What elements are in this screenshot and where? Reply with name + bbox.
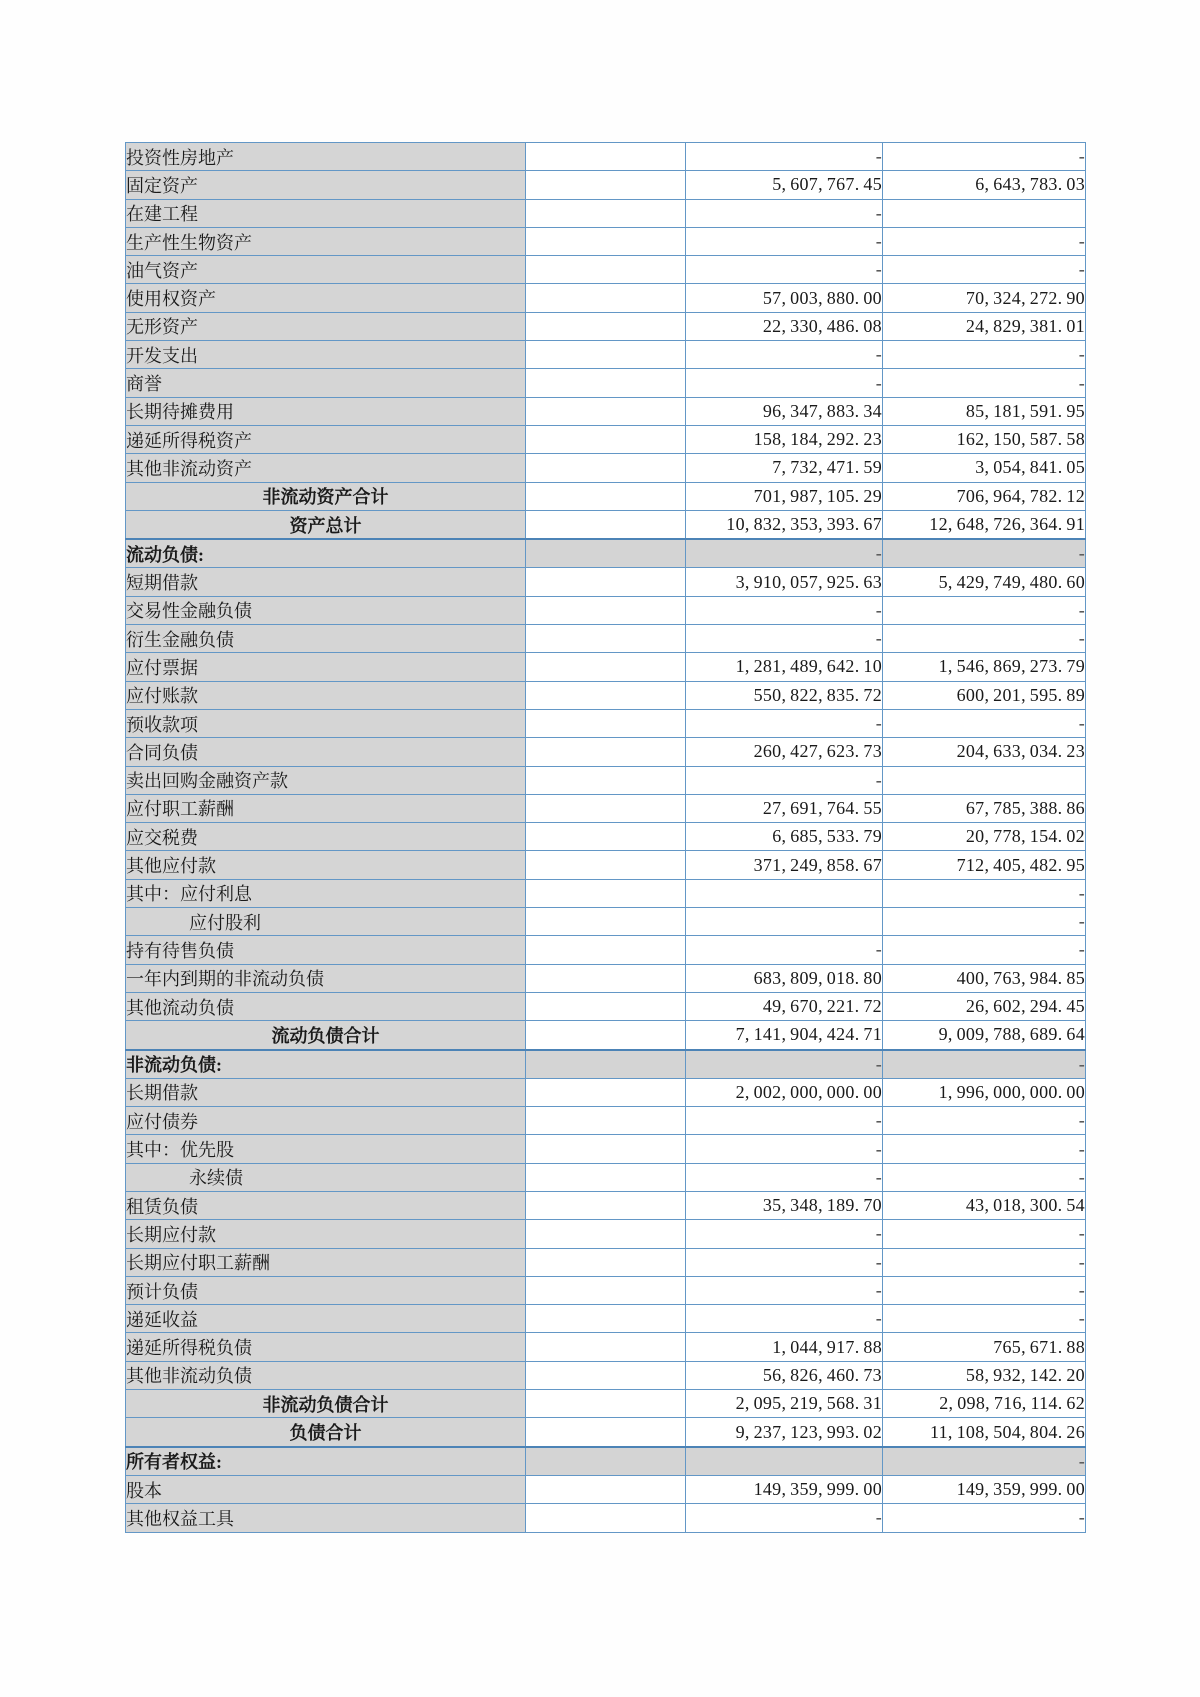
amount-current-cell: - bbox=[686, 1163, 883, 1191]
note-cell bbox=[526, 596, 686, 624]
amount-prior-cell: - bbox=[883, 1220, 1086, 1248]
note-cell bbox=[526, 1305, 686, 1333]
amount-prior-cell: 712, 405, 482. 95 bbox=[883, 851, 1086, 879]
note-cell bbox=[526, 653, 686, 681]
amount-current-cell: 3, 910, 057, 925. 63 bbox=[686, 568, 883, 596]
note-cell bbox=[526, 1333, 686, 1361]
table-row bbox=[126, 1220, 1086, 1248]
amount-prior-cell: 204, 633, 034. 23 bbox=[883, 738, 1086, 766]
amount-prior-cell: 24, 829, 381. 01 bbox=[883, 312, 1086, 340]
note-cell bbox=[526, 1390, 686, 1418]
item-label-cell: 永续债 bbox=[126, 1163, 526, 1191]
item-label-cell: 商誉 bbox=[126, 369, 526, 397]
amount-prior-cell: - bbox=[883, 143, 1086, 171]
amount-current-cell: - bbox=[686, 256, 883, 284]
amount-current-cell: 35, 348, 189. 70 bbox=[686, 1191, 883, 1219]
item-label-cell: 长期应付职工薪酬 bbox=[126, 1248, 526, 1276]
item-label-cell: 应付债券 bbox=[126, 1107, 526, 1135]
item-label-cell: 卖出回购金融资产款 bbox=[126, 766, 526, 794]
amount-prior-cell: - bbox=[883, 1305, 1086, 1333]
table-row bbox=[126, 936, 1086, 964]
amount-prior-cell: - bbox=[883, 1163, 1086, 1191]
item-label-cell: 其他非流动负债 bbox=[126, 1361, 526, 1389]
note-cell bbox=[526, 1276, 686, 1304]
note-cell bbox=[526, 1504, 686, 1532]
table-row bbox=[126, 284, 1086, 312]
table-row bbox=[126, 1361, 1086, 1389]
amount-prior-cell: 1, 996, 000, 000. 00 bbox=[883, 1078, 1086, 1106]
table-row bbox=[126, 227, 1086, 255]
note-cell bbox=[526, 794, 686, 822]
note-cell bbox=[526, 1078, 686, 1106]
note-cell bbox=[526, 1107, 686, 1135]
amount-current-cell: 9, 237, 123, 993. 02 bbox=[686, 1418, 883, 1447]
amount-current-cell: 22, 330, 486. 08 bbox=[686, 312, 883, 340]
item-label-cell: 长期应付款 bbox=[126, 1220, 526, 1248]
item-label-cell: 负债合计 bbox=[126, 1418, 526, 1447]
note-cell bbox=[526, 936, 686, 964]
amount-prior-cell: 70, 324, 272. 90 bbox=[883, 284, 1086, 312]
table-row bbox=[126, 482, 1086, 510]
item-label-cell: 非流动负债: bbox=[126, 1050, 526, 1079]
item-label-cell: 流动负债: bbox=[126, 539, 526, 568]
amount-current-cell: - bbox=[686, 1107, 883, 1135]
item-label-cell: 租赁负债 bbox=[126, 1191, 526, 1219]
amount-prior-cell: 9, 009, 788, 689. 64 bbox=[883, 1021, 1086, 1050]
table-row bbox=[126, 1276, 1086, 1304]
amount-prior-cell: 85, 181, 591. 95 bbox=[883, 397, 1086, 425]
amount-current-cell: 5, 607, 767. 45 bbox=[686, 171, 883, 199]
table-row bbox=[126, 143, 1086, 171]
amount-prior-cell: - bbox=[883, 1107, 1086, 1135]
item-label-cell: 交易性金融负债 bbox=[126, 596, 526, 624]
note-cell bbox=[526, 625, 686, 653]
item-label-cell: 使用权资产 bbox=[126, 284, 526, 312]
amount-prior-cell: - bbox=[883, 539, 1086, 568]
note-cell bbox=[526, 568, 686, 596]
amount-prior-cell: - bbox=[883, 879, 1086, 907]
amount-current-cell bbox=[686, 908, 883, 936]
table-row bbox=[126, 1050, 1086, 1079]
amount-prior-cell: 149, 359, 999. 00 bbox=[883, 1475, 1086, 1503]
balance-sheet-table bbox=[125, 142, 1086, 1533]
note-cell bbox=[526, 709, 686, 737]
note-cell bbox=[526, 1475, 686, 1503]
table-row bbox=[126, 1248, 1086, 1276]
amount-prior-cell: 3, 054, 841. 05 bbox=[883, 454, 1086, 482]
item-label-cell: 应付股利 bbox=[126, 908, 526, 936]
amount-current-cell: 550, 822, 835. 72 bbox=[686, 681, 883, 709]
table-row bbox=[126, 1418, 1086, 1447]
amount-prior-cell: 1, 546, 869, 273. 79 bbox=[883, 653, 1086, 681]
table-row bbox=[126, 964, 1086, 992]
note-cell bbox=[526, 766, 686, 794]
note-cell bbox=[526, 1418, 686, 1447]
note-cell bbox=[526, 369, 686, 397]
amount-current-cell: 49, 670, 221. 72 bbox=[686, 992, 883, 1020]
table-row bbox=[126, 199, 1086, 227]
amount-current-cell: - bbox=[686, 1220, 883, 1248]
table-row bbox=[126, 851, 1086, 879]
amount-prior-cell: 2, 098, 716, 114. 62 bbox=[883, 1390, 1086, 1418]
table-row bbox=[126, 681, 1086, 709]
amount-current-cell: 683, 809, 018. 80 bbox=[686, 964, 883, 992]
amount-prior-cell: 58, 932, 142. 20 bbox=[883, 1361, 1086, 1389]
amount-current-cell: - bbox=[686, 1504, 883, 1532]
amount-prior-cell: - bbox=[883, 256, 1086, 284]
item-label-cell: 持有待售负债 bbox=[126, 936, 526, 964]
note-cell bbox=[526, 199, 686, 227]
note-cell bbox=[526, 851, 686, 879]
table-row bbox=[126, 1390, 1086, 1418]
amount-prior-cell: 20, 778, 154. 02 bbox=[883, 823, 1086, 851]
table-row bbox=[126, 1078, 1086, 1106]
item-label-cell: 其他流动负债 bbox=[126, 992, 526, 1020]
item-label-cell: 生产性生物资产 bbox=[126, 227, 526, 255]
table-row bbox=[126, 625, 1086, 653]
amount-current-cell: - bbox=[686, 1305, 883, 1333]
item-label-cell: 应付票据 bbox=[126, 653, 526, 681]
amount-prior-cell: - bbox=[883, 1276, 1086, 1304]
note-cell bbox=[526, 1163, 686, 1191]
item-label-cell: 其他权益工具 bbox=[126, 1504, 526, 1532]
note-cell bbox=[526, 482, 686, 510]
note-cell bbox=[526, 879, 686, 907]
amount-current-cell: 7, 732, 471. 59 bbox=[686, 454, 883, 482]
amount-current-cell: - bbox=[686, 1276, 883, 1304]
table-row bbox=[126, 425, 1086, 453]
item-label-cell: 所有者权益: bbox=[126, 1447, 526, 1476]
note-cell bbox=[526, 341, 686, 369]
note-cell bbox=[526, 681, 686, 709]
table-row bbox=[126, 539, 1086, 568]
table-row bbox=[126, 1135, 1086, 1163]
item-label-cell: 衍生金融负债 bbox=[126, 625, 526, 653]
amount-current-cell: 2, 002, 000, 000. 00 bbox=[686, 1078, 883, 1106]
item-label-cell: 应付账款 bbox=[126, 681, 526, 709]
amount-prior-cell: - bbox=[883, 936, 1086, 964]
note-cell bbox=[526, 1248, 686, 1276]
amount-prior-cell: 12, 648, 726, 364. 91 bbox=[883, 510, 1086, 539]
item-label-cell: 其他应付款 bbox=[126, 851, 526, 879]
amount-current-cell: - bbox=[686, 199, 883, 227]
table-row bbox=[126, 256, 1086, 284]
amount-current-cell: 27, 691, 764. 55 bbox=[686, 794, 883, 822]
amount-current-cell: - bbox=[686, 936, 883, 964]
table-row bbox=[126, 738, 1086, 766]
table-row bbox=[126, 312, 1086, 340]
amount-prior-cell bbox=[883, 766, 1086, 794]
table-row bbox=[126, 369, 1086, 397]
amount-current-cell: - bbox=[686, 709, 883, 737]
amount-prior-cell: - bbox=[883, 1135, 1086, 1163]
amount-prior-cell: 26, 602, 294. 45 bbox=[883, 992, 1086, 1020]
amount-prior-cell: - bbox=[883, 1447, 1086, 1476]
table-row bbox=[126, 171, 1086, 199]
item-label-cell: 递延所得税负债 bbox=[126, 1333, 526, 1361]
item-label-cell: 油气资产 bbox=[126, 256, 526, 284]
table-row bbox=[126, 454, 1086, 482]
table-row bbox=[126, 794, 1086, 822]
amount-current-cell bbox=[686, 879, 883, 907]
amount-current-cell: - bbox=[686, 539, 883, 568]
note-cell bbox=[526, 256, 686, 284]
amount-current-cell: 1, 281, 489, 642. 10 bbox=[686, 653, 883, 681]
table-row bbox=[126, 709, 1086, 737]
table-row bbox=[126, 596, 1086, 624]
amount-current-cell: 371, 249, 858. 67 bbox=[686, 851, 883, 879]
table-row bbox=[126, 1475, 1086, 1503]
amount-current-cell: 149, 359, 999. 00 bbox=[686, 1475, 883, 1503]
table-row bbox=[126, 992, 1086, 1020]
amount-current-cell: - bbox=[686, 1135, 883, 1163]
note-cell bbox=[526, 823, 686, 851]
amount-current-cell: 6, 685, 533. 79 bbox=[686, 823, 883, 851]
note-cell bbox=[526, 171, 686, 199]
item-label-cell: 预计负债 bbox=[126, 1276, 526, 1304]
table-row bbox=[126, 1447, 1086, 1476]
amount-prior-cell: 6, 643, 783. 03 bbox=[883, 171, 1086, 199]
note-cell bbox=[526, 1220, 686, 1248]
amount-current-cell: 260, 427, 623. 73 bbox=[686, 738, 883, 766]
amount-current-cell: 2, 095, 219, 568. 31 bbox=[686, 1390, 883, 1418]
table-row bbox=[126, 1163, 1086, 1191]
amount-prior-cell: - bbox=[883, 596, 1086, 624]
note-cell bbox=[526, 284, 686, 312]
item-label-cell: 长期借款 bbox=[126, 1078, 526, 1106]
amount-current-cell: 7, 141, 904, 424. 71 bbox=[686, 1021, 883, 1050]
item-label-cell: 一年内到期的非流动负债 bbox=[126, 964, 526, 992]
amount-current-cell: - bbox=[686, 227, 883, 255]
amount-prior-cell: - bbox=[883, 1504, 1086, 1532]
item-label-cell: 股本 bbox=[126, 1475, 526, 1503]
amount-current-cell: - bbox=[686, 766, 883, 794]
table-row bbox=[126, 766, 1086, 794]
amount-prior-cell: 400, 763, 984. 85 bbox=[883, 964, 1086, 992]
note-cell bbox=[526, 397, 686, 425]
note-cell bbox=[526, 143, 686, 171]
amount-prior-cell: 162, 150, 587. 58 bbox=[883, 425, 1086, 453]
item-label-cell: 资产总计 bbox=[126, 510, 526, 539]
note-cell bbox=[526, 425, 686, 453]
amount-current-cell: - bbox=[686, 596, 883, 624]
amount-current-cell: - bbox=[686, 625, 883, 653]
item-label-cell: 其他非流动资产 bbox=[126, 454, 526, 482]
item-label-cell: 固定资产 bbox=[126, 171, 526, 199]
item-label-cell: 投资性房地产 bbox=[126, 143, 526, 171]
amount-prior-cell: - bbox=[883, 341, 1086, 369]
table-row bbox=[126, 1305, 1086, 1333]
amount-prior-cell: 43, 018, 300. 54 bbox=[883, 1191, 1086, 1219]
item-label-cell: 短期借款 bbox=[126, 568, 526, 596]
item-label-cell: 合同负债 bbox=[126, 738, 526, 766]
amount-current-cell: 96, 347, 883. 34 bbox=[686, 397, 883, 425]
note-cell bbox=[526, 312, 686, 340]
amount-current-cell: - bbox=[686, 143, 883, 171]
item-label-cell: 应付职工薪酬 bbox=[126, 794, 526, 822]
amount-prior-cell: 765, 671. 88 bbox=[883, 1333, 1086, 1361]
amount-prior-cell: 706, 964, 782. 12 bbox=[883, 482, 1086, 510]
amount-current-cell: - bbox=[686, 341, 883, 369]
amount-current-cell: 1, 044, 917. 88 bbox=[686, 1333, 883, 1361]
amount-prior-cell: - bbox=[883, 908, 1086, 936]
table-row bbox=[126, 1021, 1086, 1050]
amount-prior-cell: - bbox=[883, 369, 1086, 397]
item-label-cell: 开发支出 bbox=[126, 341, 526, 369]
amount-current-cell: 158, 184, 292. 23 bbox=[686, 425, 883, 453]
table-row bbox=[126, 341, 1086, 369]
note-cell bbox=[526, 510, 686, 539]
note-cell bbox=[526, 539, 686, 568]
amount-current-cell: 56, 826, 460. 73 bbox=[686, 1361, 883, 1389]
amount-prior-cell: 5, 429, 749, 480. 60 bbox=[883, 568, 1086, 596]
item-label-cell: 无形资产 bbox=[126, 312, 526, 340]
amount-prior-cell: 11, 108, 504, 804. 26 bbox=[883, 1418, 1086, 1447]
item-label-cell: 其中：优先股 bbox=[126, 1135, 526, 1163]
note-cell bbox=[526, 1447, 686, 1476]
amount-current-cell: - bbox=[686, 369, 883, 397]
item-label-cell: 非流动资产合计 bbox=[126, 482, 526, 510]
table-row bbox=[126, 1191, 1086, 1219]
item-label-cell: 预收款项 bbox=[126, 709, 526, 737]
item-label-cell: 非流动负债合计 bbox=[126, 1390, 526, 1418]
note-cell bbox=[526, 227, 686, 255]
item-label-cell: 在建工程 bbox=[126, 199, 526, 227]
amount-current-cell: 10, 832, 353, 393. 67 bbox=[686, 510, 883, 539]
amount-current-cell: 701, 987, 105. 29 bbox=[686, 482, 883, 510]
item-label-cell: 递延收益 bbox=[126, 1305, 526, 1333]
table-row bbox=[126, 1107, 1086, 1135]
table-row bbox=[126, 568, 1086, 596]
table-row bbox=[126, 653, 1086, 681]
table-row bbox=[126, 908, 1086, 936]
amount-prior-cell bbox=[883, 199, 1086, 227]
amount-prior-cell: 67, 785, 388. 86 bbox=[883, 794, 1086, 822]
table-row bbox=[126, 823, 1086, 851]
amount-prior-cell: - bbox=[883, 1050, 1086, 1079]
amount-prior-cell: - bbox=[883, 227, 1086, 255]
note-cell bbox=[526, 992, 686, 1020]
note-cell bbox=[526, 1135, 686, 1163]
amount-current-cell bbox=[686, 1447, 883, 1476]
item-label-cell: 长期待摊费用 bbox=[126, 397, 526, 425]
item-label-cell: 递延所得税资产 bbox=[126, 425, 526, 453]
note-cell bbox=[526, 1021, 686, 1050]
table-row bbox=[126, 1504, 1086, 1532]
amount-current-cell: 57, 003, 880. 00 bbox=[686, 284, 883, 312]
note-cell bbox=[526, 738, 686, 766]
note-cell bbox=[526, 1361, 686, 1389]
amount-current-cell: - bbox=[686, 1248, 883, 1276]
table-row bbox=[126, 510, 1086, 539]
amount-prior-cell: - bbox=[883, 709, 1086, 737]
note-cell bbox=[526, 964, 686, 992]
amount-prior-cell: 600, 201, 595. 89 bbox=[883, 681, 1086, 709]
balance-sheet-body bbox=[126, 143, 1086, 1533]
note-cell bbox=[526, 1191, 686, 1219]
note-cell bbox=[526, 1050, 686, 1079]
table-row bbox=[126, 1333, 1086, 1361]
amount-prior-cell: - bbox=[883, 625, 1086, 653]
note-cell bbox=[526, 454, 686, 482]
table-row bbox=[126, 397, 1086, 425]
table-row bbox=[126, 879, 1086, 907]
item-label-cell: 应交税费 bbox=[126, 823, 526, 851]
item-label-cell: 其中：应付利息 bbox=[126, 879, 526, 907]
amount-prior-cell: - bbox=[883, 1248, 1086, 1276]
note-cell bbox=[526, 908, 686, 936]
amount-current-cell: - bbox=[686, 1050, 883, 1079]
item-label-cell: 流动负债合计 bbox=[126, 1021, 526, 1050]
